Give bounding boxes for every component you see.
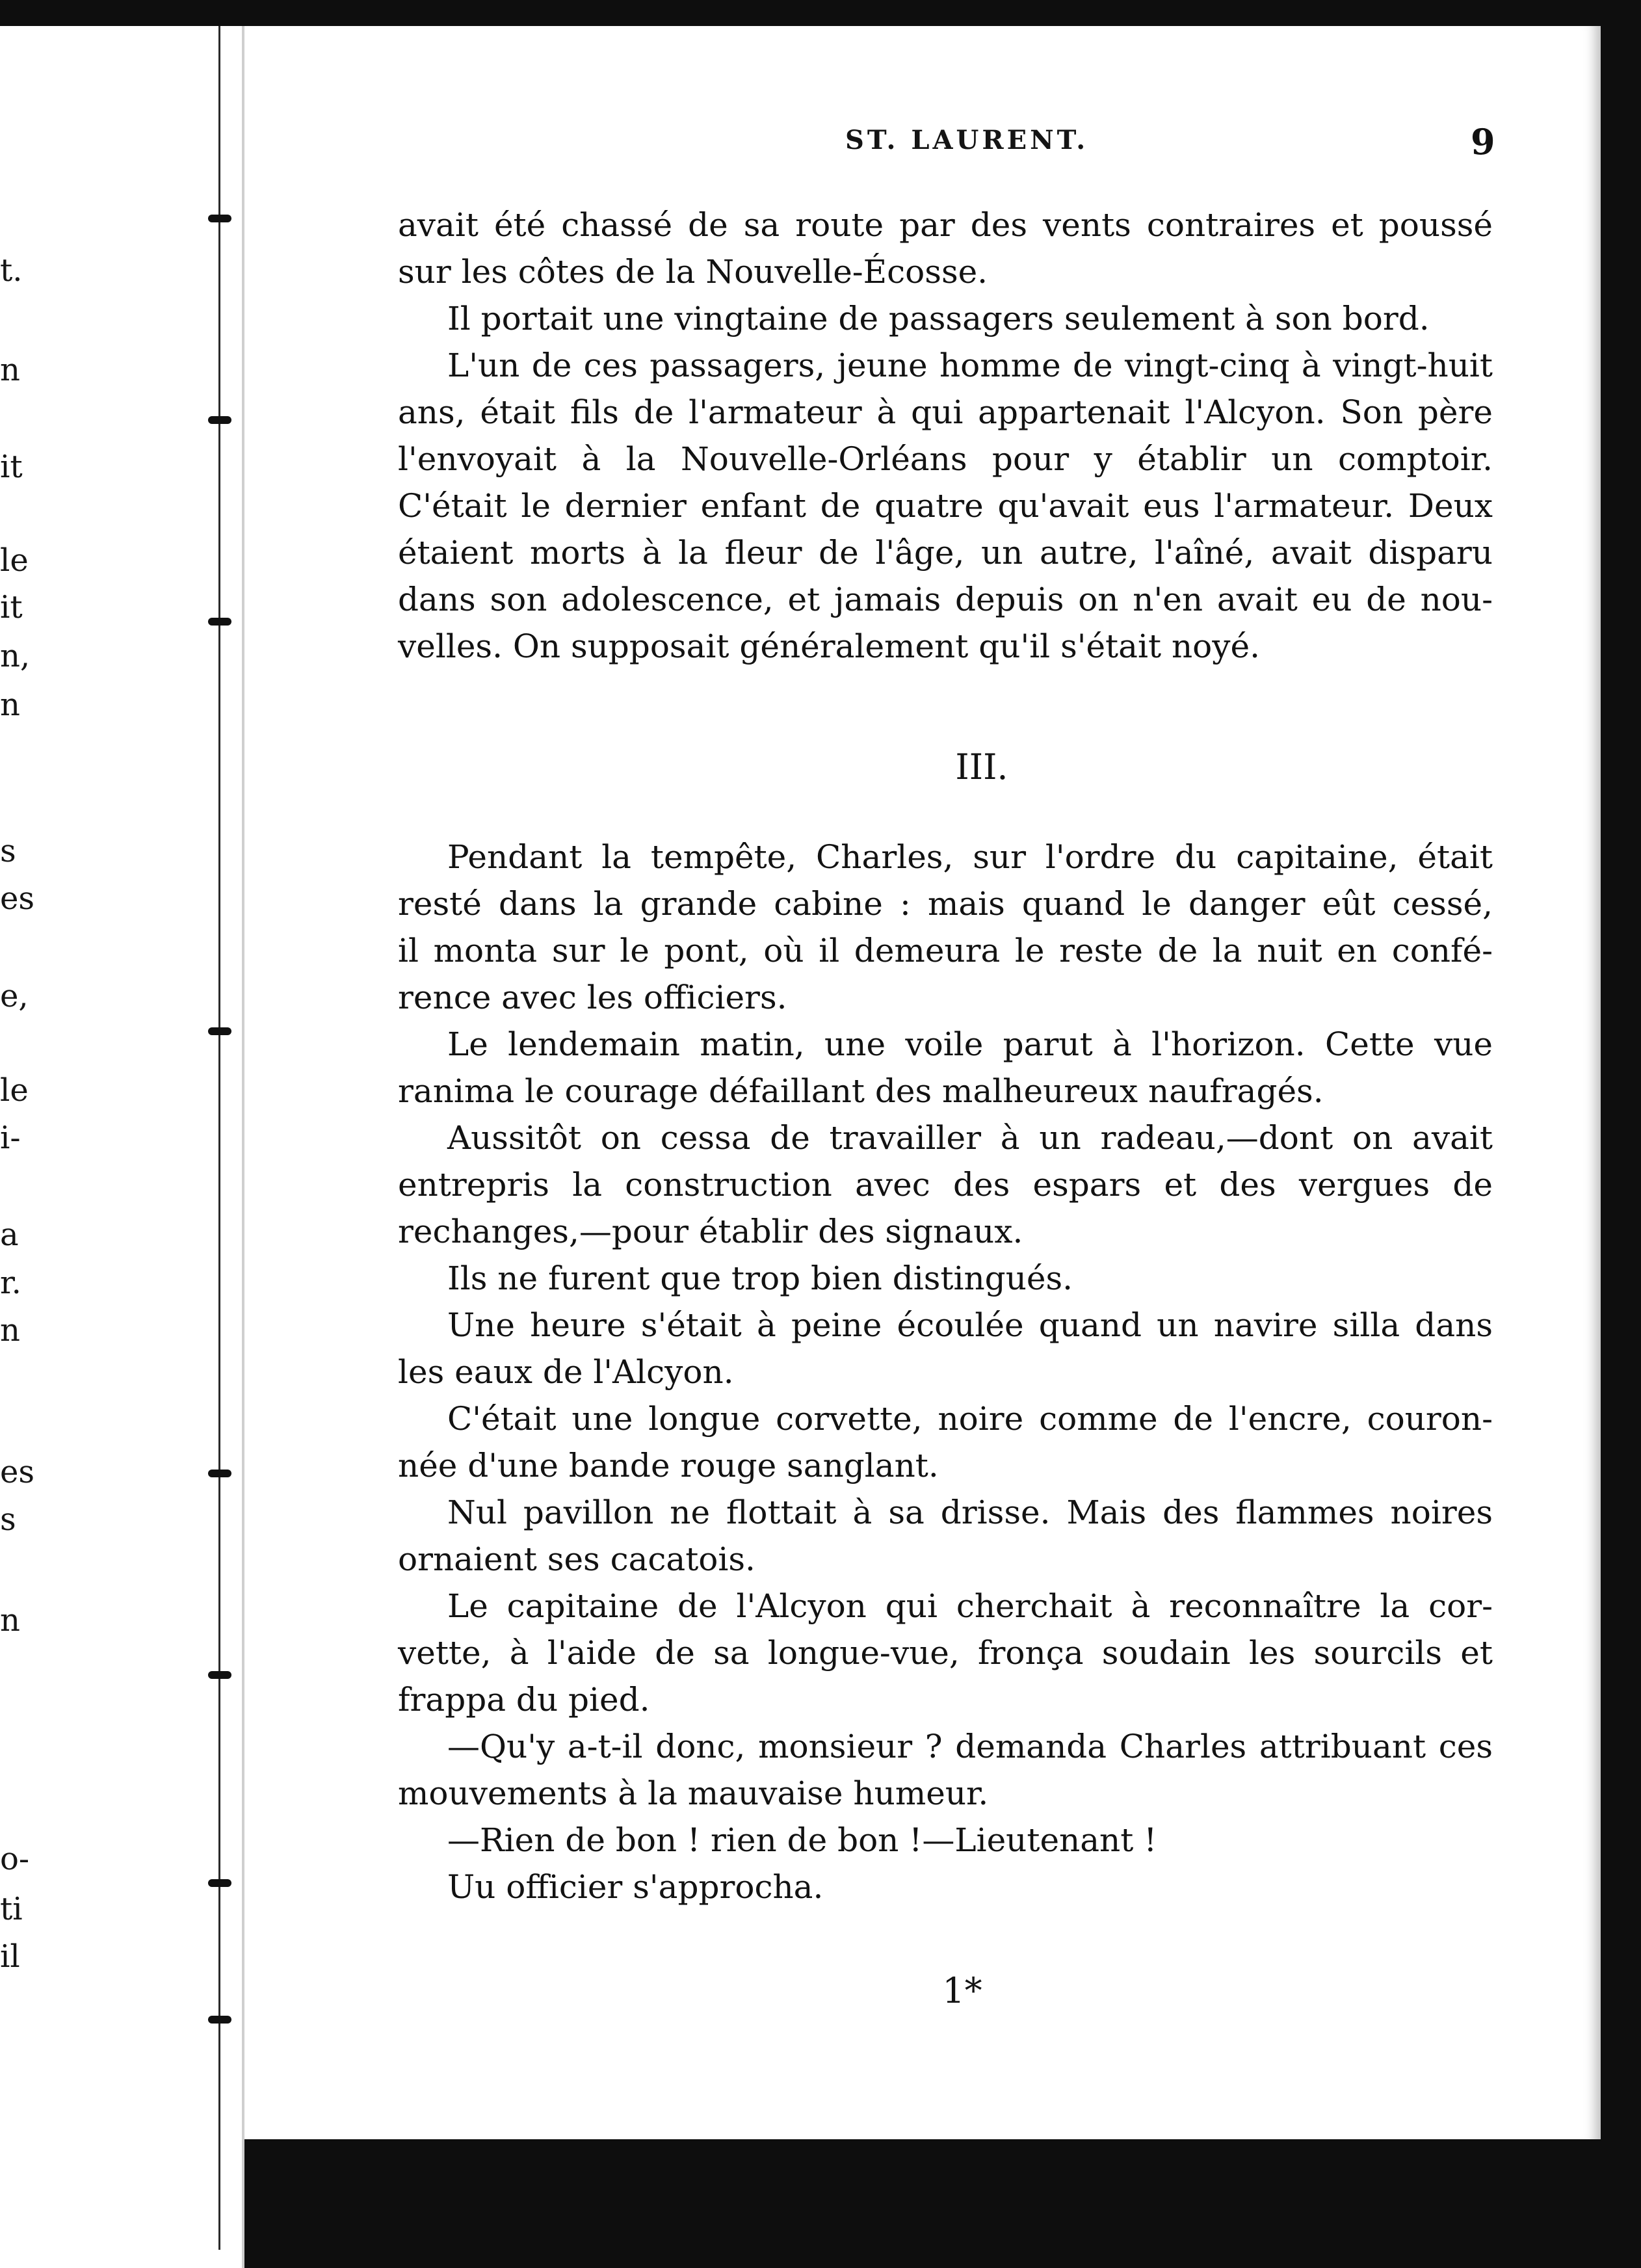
text-line: ranima le courage défaillant des malheureux naufragés. (398, 1072, 1324, 1110)
fragment-text: t. (0, 252, 23, 289)
text-line: ornaient ses cacatois. (398, 1540, 755, 1578)
text-line: les eaux de l'Alcyon. (398, 1353, 734, 1391)
facing-page-fragments (0, 0, 39, 2268)
text-line: rence avec les officiers. (398, 979, 787, 1016)
text-line: Uu officier s'approcha. (447, 1868, 824, 1906)
fragment-text: o- (0, 1841, 30, 1877)
paragraph-block-2 (398, 834, 1493, 1910)
fragment-text: es (0, 880, 35, 917)
text-line: C'était une longue corvette, noire comme de l'encre, couron- (447, 1400, 1493, 1438)
binding-stitch (208, 1027, 231, 1035)
text-line: —Qu'y a-t-il donc, monsieur ? demanda Charles attribuant ces (447, 1728, 1493, 1765)
text-line: Aussitôt on cessa de travailler à un radeau,—dont on avait (447, 1119, 1493, 1157)
paragraph-block-1 (398, 202, 1493, 670)
fragment-text: n (0, 1602, 20, 1639)
signature-mark: 1* (942, 1970, 982, 2011)
fragment-text: n (0, 1312, 20, 1349)
text-line: ans, était fils de l'armateur à qui appartenait l'Alcyon. Son père (398, 393, 1493, 431)
running-head: ST. LAURENT. (845, 125, 1089, 155)
section-heading: III. (955, 746, 1008, 787)
fragment-text: n, (0, 638, 31, 674)
text-line: vette, à l'aide de sa longue-vue, fronça soudain les sourcils et (398, 1634, 1493, 1672)
fragment-text: il (0, 1938, 20, 1975)
fragment-text: a (0, 1217, 19, 1253)
fragment-text: es (0, 1454, 35, 1490)
fragment-text: e, (0, 978, 29, 1014)
fragment-text: le (0, 542, 29, 579)
text-line: resté dans la grande cabine : mais quand le danger eût cessé, (398, 885, 1493, 923)
text-line: Le capitaine de l'Alcyon qui cherchait à reconnaître la cor- (447, 1587, 1493, 1625)
text-line: l'envoyait à la Nouvelle-Orléans pour y établir un comptoir. (398, 440, 1493, 478)
fragment-text: i- (0, 1120, 21, 1156)
fragment-text: n (0, 352, 20, 388)
text-line: velles. On supposait généralement qu'il s'était noyé. (398, 627, 1260, 665)
binding-stitch (208, 1671, 231, 1679)
text-line: avait été chassé de sa route par des vents contraires et poussé (398, 206, 1493, 244)
text-line: L'un de ces passagers, jeune homme de vingt-cinq à vingt-huit (447, 347, 1493, 384)
text-line: née d'une bande rouge sanglant. (398, 1447, 939, 1484)
text-line: étaient morts à la fleur de l'âge, un autre, l'aîné, avait disparu (398, 534, 1493, 572)
text-line: rechanges,—pour établir des signaux. (398, 1213, 1023, 1250)
text-line: dans son adolescence, et jamais depuis on n'en avait eu de nou- (398, 581, 1493, 618)
fragment-text: s (0, 1501, 16, 1538)
text-line: Le lendemain matin, une voile parut à l'horizon. Cette vue (447, 1025, 1493, 1063)
fragment-text: it (0, 589, 23, 626)
text-line: Pendant la tempête, Charles, sur l'ordre du capitaine, était (447, 838, 1493, 876)
text-line: Il portait une vingtaine de passagers seulement à son bord. (447, 300, 1430, 337)
binding-stitch (208, 1470, 231, 1477)
binding-stitch (208, 416, 231, 424)
text-line: C'était le dernier enfant de quatre qu'avait eus l'armateur. Deux (398, 487, 1493, 525)
page-number: 9 (1471, 121, 1495, 163)
fragment-text: ti (0, 1891, 23, 1927)
fragment-text: s (0, 833, 16, 869)
text-line: Nul pavillon ne flottait à sa drisse. Mais des flammes noires (447, 1494, 1493, 1531)
binding-stitch (208, 215, 231, 222)
fragment-text: it (0, 449, 23, 485)
binding-stitch (208, 2016, 231, 2024)
text-line: sur les côtes de la Nouvelle-Écosse. (398, 253, 988, 291)
fragment-text: r. (0, 1265, 21, 1301)
text-line: Une heure s'était à peine écoulée quand un navire silla dans (447, 1306, 1493, 1344)
binding-gutter (218, 26, 220, 2250)
text-line: frappa du pied. (398, 1681, 650, 1719)
text-line: mouvements à la mauvaise humeur. (398, 1774, 989, 1812)
text-line: il monta sur le pont, où il demeura le reste de la nuit en confé- (398, 932, 1493, 969)
text-line: —Rien de bon ! rien de bon !—Lieutenant ! (447, 1821, 1157, 1859)
text-line: Ils ne furent que trop bien distingués. (447, 1259, 1073, 1297)
text-line: entrepris la construction avec des espars et des vergues de (398, 1166, 1493, 1204)
fragment-text: n (0, 687, 20, 723)
binding-stitch (208, 1879, 231, 1887)
fragment-text: le (0, 1072, 29, 1109)
binding-stitch (208, 618, 231, 626)
